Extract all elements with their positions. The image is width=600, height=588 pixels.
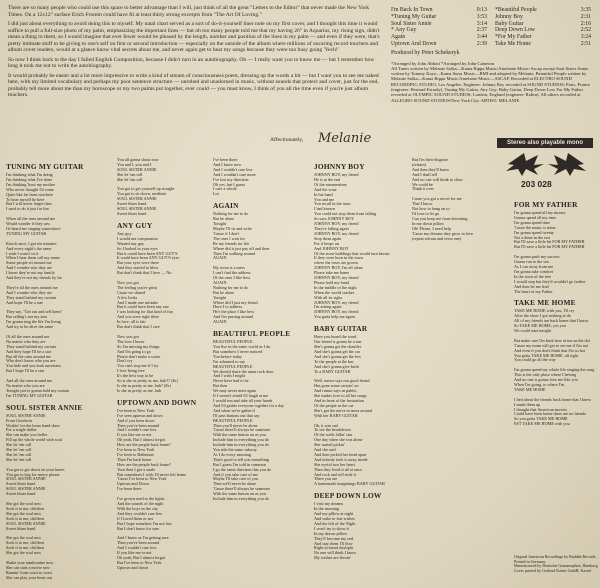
song-lyrics: Nothing for me to do But be alone Tonight Maybe I'll sit and write 'Cause if I don't The ones I wait for Be my friends for life Where did it just pay off and then Then I'm walking around AGAIN My room is a mess I can't find the address Of the ones I like best AGAIN Nothing for me to do But be alone Tonight Where did I just my friend Have I to address He's the place I like best And I'm passing around AGAIN [213,211,270,325]
track-duration: 2:16 [580,20,591,27]
side-one [391,7,487,48]
track-duration: 3:44 [476,34,487,41]
signature: Melanie [318,131,372,146]
song-title: BEAUTIFUL PEOPLE [213,329,291,339]
lyrics-column-2 [117,158,220,571]
stereo-banner: Stereo also playable mono [497,138,593,148]
track-duration: 2:37 [476,27,487,34]
footer-line: Cover printed by Gerhard Kaiser GmbH, Kassel [514,568,592,574]
track-title: Again [391,34,406,41]
song-title: JOHNNY BOY [314,162,365,171]
credits-block [391,61,591,103]
track-title: I'm Back In Town [391,7,433,13]
track-title: Soul Sister Annie [391,20,432,27]
track-duration: 3:35 [580,7,591,13]
song-lyrics: TAKE ME HOME with you, I'll cry After the show I got nothing to do All of my friends are back home that I know So TAKE ME HOME, yes you We could start tonight But make sure I'm back here at ten on the dot 'Cause my mom will get to see me if I'm not And even if you don't think that I'm so hot You gotta TAKE ME HOME, all right You could go all the way I'm gonna spend my whole life singing the song This is the only place where I belong And no one is gonna love me like you When I'm going, to where I'm TAKE ME HOME I lied about the friends back home that I knew I made them up I thought that American movies Could have been home there are no friends So you gotta TAKE ME HOME EST TAKE ME HOME with you [514,308,595,427]
song-lyrics: JOHNNY BOY, my friend He is at the end Of the summertime And the wine In his hand You and me You recall in the tears I had known You could not stop them from falling So says JOHNNY BOY JOHNNY BOY, my friend They're falling again JOHNNY BOY, my friend Stop them again For it keeps on And JOHNNY BOY Of the stone buildings that would turn brown If they were born in the town where the roses are grown JOHNNY BOY, I'm all alone Please take me home JOHNNY BOY, my friend Please hold my hand In the middle of the night When the world crashes With all its sighs JOHNNY BOY, my friend I'm asking again JOHNNY BOY, my friend You gotta help me again [314,172,390,320]
song-lyrics: But I'm their disguise (refrain) And then they'll know And I shall tell And no one will think to show We could be Think it over Cause you got a secret for me That I know Not how to hang on to I'd love to let go Can you keep me from drowning In my down pillow Oh! Please, I need help 'Cause my dreams they grow in love (repeat refrain and verse one) [412,157,473,241]
track-title: Johnny Boy [495,13,523,20]
footer-line: Printed in Germany [514,558,546,564]
track-duration: 0:13 [476,7,487,13]
lyrics-column-6 [514,196,598,427]
song-title: TAKE ME HOME [514,298,576,308]
track-title: * Any Guy [391,27,417,34]
song-title: ANY GUY [117,220,153,230]
record-label-logo [504,151,588,177]
credit-line: *Arranged by John Abbott *Arranged by John Cameron [391,60,495,66]
liner-paragraph: It would probably be easier and a lot more impressive to write a kind of stream of consciousness poem, dressing up the words a bit — but I want you to see me naked here, with my limited vocabulary and perhaps my poor sentence structure — unrobed and unadorned in music, without sounds that protect and cover, just for the end, probably tell more about me than my horoscope or my two palms put together, ever could — you must know, I think of you all the time even if you're just album touchers. [8,72,379,98]
track-title: Uptown And Down [391,40,437,47]
lyrics-column-3 [213,158,316,502]
track-title: Take Me Home [495,40,531,47]
catalog-number: 203 028 [521,179,552,189]
track-title: Baby Guitar [495,20,524,27]
track-title: *Tuning My Guitar [391,13,437,20]
track-listing [391,7,591,103]
lyrics-column-5 [412,158,508,241]
song-lyrics: Any guy I would not compromise Wanted any guy So I looked in your eyes But it could have been ANY GUY'S It could have been ANY GUY'S eyes But your eyes were there And they started to blow But don't think that I love — No. Now you got The feeling you're great Cause we shared A few looks And I made one mistake But it could have been any one I was looking for that kind of fun And you were right there In love, all is fair But don't think that I care Now you got The love I know So I'm missing my things And I'm going to go Please don't make a scene Don't cry You can't stop me if I try I love being free It's the best way to be So is she as pretty as me, huh?? (Er) Is she as pretty as me, huh? (Er) Is she as pretty as me, huh [117,230,180,393]
song-lyrics: I visit my dreams In the morning And my pillow at night And wake to lost wishes And the left of the Night I won't try to show it In my drawn pillow They'll become my reel And stay them I'll flow Right in broad daylight No one will think I know My wishes are flowin' [314,501,357,561]
track-duration: 2:52 [580,27,591,34]
song-title: UPTOWN AND DOWN [117,397,197,407]
track-duration: 2:39 [476,40,487,47]
lyrics-column-1 [6,158,109,581]
song-lyrics: SOUL SISTER ANNIE From Goodwin Workin' for the brass band show For a single dollar She can make you holler Fill up the whole world with soul She let 'em roll She let 'em roll She let 'em roll She let 'em roll You got to get down on your knees You got to beg for mercy please SOUL SISTER ANNIE Sweet blues band SOUL SISTER ANNIE Sweet blues band She got the soul now Sock it to me, children She got the soul now Sock it to me, children SOUL SISTER ANNIE Sweet blues band She got the soul now Sock it to me, children Sock it to me, children She got the soul now Shake your tambourine now She can start a movie now Runnin' from coast to coast She can play your heart out [6,412,65,580]
liner-paragraph: There are so many people who could use this space to better advantage than I will, just think of all the great "Letters to the Editor" that never made the New York Times. On a 12x12" surface Erich Fromm could have fit at least thirty strong excerpts from "The Art Of Loving." [8,5,370,18]
song-lyrics: Have you heard the word Our friend is gonna be a star She's gonna get the chauffer And she's gonna get the car And she's gonna get the few To the people at the bar And she's gonna give birth To a BABY GUITAR Well, rumor says our good friend Has gone some carryin' on And rumor says in public She makes love to all her songs And in front of the frustration Of the people in the car She's got the nerve to mess around With her BABY GUITAR Oh, it was sad To see the breakdown Of the walls fallin' star One day when she was alone She started pickin' And she said And then picked her head apart And nobody took it away inside She eyeful two her heart Then they lived it all at once And rock and roll stole it There you are A homemade imaginings BABY GUITAR [314,334,385,487]
credit-line: All Tunes written by Melanie Safka—Kama Rippa Music/Amelanie Music-Ascap except Soul Sister Annie written by Tommy Kaye—Kama Sutra Music—BMI and adapted by Melanie. Beautiful People written by Melanie Safka—Kama Rippa Music/Amelanie Music—ASCAP. Recorded at ELECTRO SOUND RECORDING STUDIO; Los Angeles. Engineer: Johnny Boy recorded at SOUND STUDIOS; Paris, France (engineer: Bernard Estardy). Tuning My Guitar, Any Guy, Baby Guitar, Deep Down Low For My Father recorded at OLYMPIC SOUND STUDIOS; London, England (engineer: Robin). All others recorded at ALLEGRO SOUND STUDIOS/New York City. ARTIST: MELANIE [391,65,591,103]
song-title: TUNING MY GUITAR [6,162,84,171]
producer-credit: Produced by Peter Schekeryk [391,49,460,56]
song-title: DEEP DOWN LOW [314,491,382,501]
song-lyrics: I'm gonna spend all my money Gonna spend all my time I'm gonna spend time 'Cause the music is mine I'm gonna spend twenty Not a dime in the rest But I'll save a little bit FOR MY FATHER But I'll save a little bit FOR MY FATHER I'm gonna push my success Gonna run to the sea As I can away from me I'm gonna take comfort In the town of the tree I would stop but they'd wouldn't go farther And then let me find The heart of my Father [514,210,586,294]
liner-paragraph: So now I think back to the day I failed English Composition, because I didn't turn in an autobiography. Oh — I really want you to know me — but I remember how long it took me not to write the autobiography. [8,56,375,69]
song-lyrics: I've been there And I know now And I couldn't care less And I wouldn't care more I've lost my direction Oh yes, but I guess I care a whole Lot [213,157,256,197]
lyrics-column-4 [314,158,417,561]
liner-paragraph: I did just about everything to avoid doing this to myself. My natal chart served as a sort of do-it-yourself liner note on my first cover, and I thought this time it would suffice to pull a full-size photo of my palm, emphasizing the important lines — but oh too many people told me that my having 26° in Aquarius, my rising sign, didn't mean a thing to them, so I would imagine that ever fewer would be pleased by the length, number and position of the lines in my palm — and even if they were, that's pretty intimate stuff to be giving to one's self on first or second introduction — especially on the outside of the album where millions of uncaring record touchers and album cover readers, would at a glance know vital secrets about me, and never again get to hear my songs because they were too busy going 'Yech!' [8,21,380,53]
side-two [495,7,591,48]
song-title: BABY GUITAR [314,324,368,334]
song-lyrics: BEAUTIFUL PEOPLE You live in the same world as I do But somehow I never noticed You before today I'm ashamed to say BEAUTIFUL PEOPLE We should share the same rock door And I wish I might Never have had to be But then We may never meet again If I weren't afraid I'd laugh at me I would run and take all your hands And I'd gather everyone together for a day And when we're gather'd I'll pass buttons out that say BEAUTIFUL PEOPLE Then you'll never be alone 'Cause there'll always be someone With the same button on as you Include him in everything you do Include him in everything you do You ride the same subway As I do every morning That's good to tell you something But I guess I'm told in common I go the same direction that you do And if you take care of me Maybe I'll take care of you Then we'll never be alone 'Cause there'll always be someone With the same button on as you Include him in everything you do [213,339,285,502]
footer-line: Original American Recordings by Buddah Records [514,554,596,559]
song-title: SOUL SISTER ANNIE [6,402,83,412]
track-title: Deep Down Low [495,27,535,34]
closing-line: Affectionately, [270,137,304,143]
song-title: FOR MY FATHER [514,200,578,209]
liner-notes [8,5,380,102]
copyright-footer [514,555,598,574]
song-lyrics: I'm thinking what I'm doing I'm thinking what I've done I'm thinking 'bout my mother Who never thought I'd come Quite like far from nowhere To hear myself be here But I will never forget then I used to do it just for fun When all the ones around me Would wonder if they saw Or heard me singing somewhere TUNING MY GUITAR Knock once, I got ten minutes And every night's the same I wish I wasn't in it When I hear them call my name Some people sit around me And I wonder who they are I know they're not my family And they're not my friends by far They're all the ones around me And I wonder who they are They stand behind my curtain And hope I'll be a star They say, "Get out and sell them" But selling's not my aim I'm gonna sing the life I'm living And try to be alive the same Of all the ones around me No matter who they are They stand behind my curtain And they hope I'll be a star But all the ones around me Who don't know who you are You hide and you look uncertain But I hope I'll be a star And all the ones around me No matter who you are Tonight you're gonna hold my curtain I'm TUNING MY GUITAR [6,172,70,398]
song-title: AGAIN [213,201,239,211]
track-duration: 2:31 [580,13,591,20]
song-lyrics: I've been to New York I've seen uptown and down And if you been down Then you've been around And I couldn't care less If you like me or not Oh yeah, But I almost forgot How are the people back home? I've been to New York I've been to Baltimore Then I'm back home How are the people back home? Turn then I got a smile But sometimes I wish I'd never left home 'Cause I've been to New York Uptown and Down I've been there I've grown used to the lights And the sounds of the night With the boys in the city And they couldn't care less If I loved them or not But I hope somehow I'm not lost But I don't know for sure And I know as I'm getting sure Then you've been around And I couldn't care less If you like me or not Oh yeah, But I almost forgot But I've been to New York Uptown and down [117,407,187,570]
track-title: *Beautiful People [495,7,537,13]
footer-line: Manufactured by Deutsche Grammophon, Hamburg [514,563,598,569]
song-lyrics: You all gonna shout now You and I, you and I SOUL SISTER ANNIE She let 'em roll She let 'em roll You got to get yourself up straight You got to sit down, meditate SOUL SISTER ANNIE Sweet blues band SOUL SISTER ANNIE Sweet blues band [117,157,175,216]
track-duration: 3:14 [476,20,487,27]
track-title: *For My Father [495,34,532,41]
track-duration: 2:51 [580,40,591,47]
track-duration: 3:24 [580,34,591,41]
track-duration: 3:53 [476,13,487,20]
